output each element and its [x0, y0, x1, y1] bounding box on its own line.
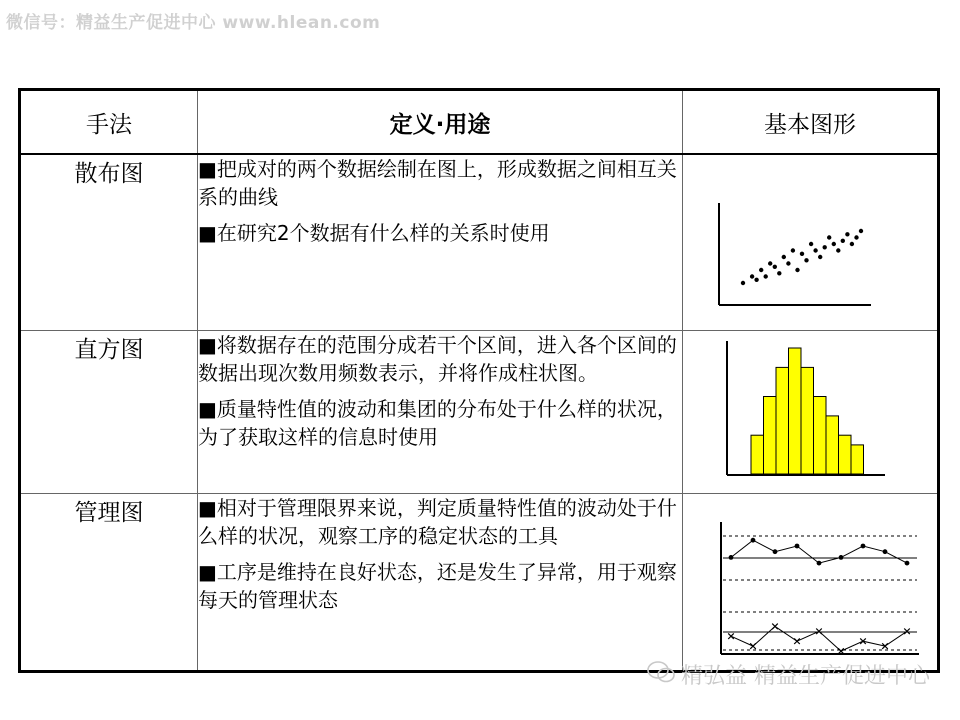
- watermark-top: 微信号：精益生产促进中心 www.hlean.com: [6, 13, 381, 33]
- table-row-histogram: [20, 330, 939, 493]
- scatter-point: [854, 235, 858, 239]
- definition-point: ■将数据存在的范围分成若干个区间，进入各个区间的数据出现次数用频数表示，并将作成柱状图。: [198, 332, 677, 385]
- figure-cell: [683, 154, 939, 330]
- histogram-bar: [839, 435, 852, 474]
- scatter-point: [750, 274, 754, 278]
- control-point: [751, 537, 756, 542]
- scatter-plot-figure: [683, 155, 943, 331]
- scatter-point: [845, 232, 849, 236]
- figure-cell: [683, 493, 939, 671]
- histogram-bar: [751, 435, 764, 474]
- histogram-bar: [851, 444, 864, 473]
- histogram-bar: [801, 367, 814, 474]
- scatter-point: [759, 268, 763, 272]
- control-point: [816, 628, 822, 634]
- control-point: [728, 633, 734, 639]
- histogram-bar: [814, 396, 827, 474]
- definition-cell: [198, 154, 683, 330]
- scatter-point: [795, 268, 799, 272]
- scatter-point: [804, 258, 808, 262]
- scatter-point: [850, 242, 854, 246]
- control-point: [750, 643, 756, 649]
- header-method: 手法: [20, 90, 198, 155]
- scatter-point: [768, 261, 772, 265]
- scatter-point: [800, 252, 804, 256]
- header-figure: 基本图形: [683, 90, 939, 155]
- scatter-point: [859, 229, 863, 233]
- method-name: 直方图: [20, 330, 198, 493]
- scatter-point: [791, 248, 795, 252]
- scatter-point: [754, 278, 758, 282]
- scatter-point: [764, 274, 768, 278]
- header-definition: 定义·用途: [198, 90, 683, 155]
- histogram-bar: [764, 396, 777, 474]
- method-name: 散布图: [20, 154, 198, 330]
- wechat-icon: [647, 661, 675, 689]
- scatter-point: [841, 239, 845, 243]
- control-point: [904, 628, 910, 634]
- control-chart-figure: [683, 494, 943, 672]
- control-point: [883, 549, 888, 554]
- definition-point: ■质量特性值的波动和集团的分布处于什么样的状况，为了获取这样的信息时使用: [198, 396, 677, 449]
- definition-point: ■相对于管理限界来说，判定质量特性值的波动处于什么样的状况，观察工序的稳定状态的工具: [198, 495, 677, 548]
- scatter-point: [827, 235, 831, 239]
- table-row-control-chart: [20, 493, 939, 671]
- control-point: [772, 623, 778, 629]
- scatter-point: [786, 261, 790, 265]
- histogram-figure: [683, 331, 943, 494]
- scatter-point: [773, 265, 777, 269]
- control-series-line: [731, 540, 907, 563]
- definition-point: ■工序是维持在良好状态，还是发生了异常，用于观察每天的管理状态: [198, 559, 677, 612]
- scatter-point: [741, 281, 745, 285]
- scatter-point: [823, 245, 827, 249]
- histogram-bar: [789, 348, 802, 474]
- control-point: [729, 555, 734, 560]
- scatter-point: [818, 255, 822, 259]
- control-point: [861, 543, 866, 548]
- scatter-point: [782, 255, 786, 259]
- control-point: [773, 549, 778, 554]
- methods-table: [18, 88, 940, 673]
- table-row-scatter: [20, 154, 939, 330]
- table-header-row: [20, 90, 939, 155]
- definition-point: ■在研究2个数据有什么样的关系时使用: [198, 221, 550, 245]
- control-series-line: [731, 626, 907, 651]
- figure-cell: [683, 330, 939, 493]
- scatter-point: [809, 242, 813, 246]
- method-name: 管理图: [20, 493, 198, 671]
- control-point: [794, 638, 800, 644]
- definition-point: ■把成对的两个数据绘制在图上，形成数据之间相互关系的曲线: [198, 157, 677, 209]
- control-point: [817, 560, 822, 565]
- scatter-point: [836, 248, 840, 252]
- watermark-bottom-text: 精弘益 精益生产促进中心: [681, 664, 930, 689]
- scatter-point: [832, 242, 836, 246]
- scatter-point: [813, 248, 817, 252]
- histogram-bar: [826, 415, 839, 473]
- watermark-bottom: [647, 659, 930, 690]
- definition-cell: [198, 493, 683, 671]
- definition-cell: [198, 330, 683, 493]
- control-point: [795, 543, 800, 548]
- histogram-bar: [776, 367, 789, 474]
- control-point: [905, 560, 910, 565]
- scatter-point: [777, 271, 781, 275]
- control-point: [839, 555, 844, 560]
